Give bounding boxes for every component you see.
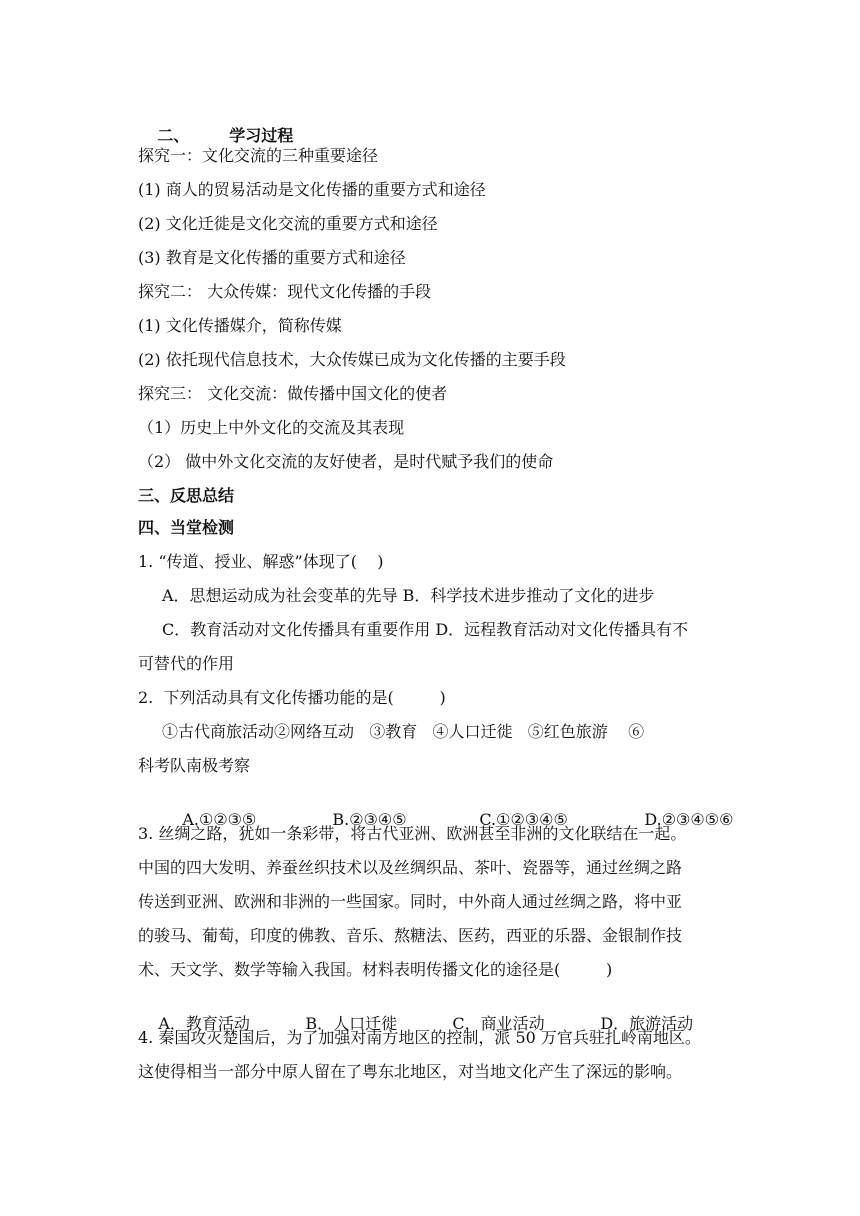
question-3-line: 的骏马、葡萄，印度的佛教、音乐、熬糖法、医药，西亚的乐器、金银制作技 xyxy=(138,926,683,945)
question-1-options-cd: C．教育活动对文化传播具有重要作用 D．远程教育活动对文化传播具有不 xyxy=(162,620,689,639)
inquiry-3-item: （2） 做中外文化交流的友好使者，是时代赋予我们的使命 xyxy=(138,452,554,471)
option-c: C.①②③④⑤ xyxy=(479,810,568,829)
question-2-stem: 2. 下列活动具有文化传播功能的是( ) xyxy=(138,688,446,707)
inquiry-2-heading: 探究二： 大众传媒：现代文化传播的手段 xyxy=(138,282,432,301)
inquiry-1-item: (2) 文化迁徙是文化交流的重要方式和途径 xyxy=(138,214,438,233)
inquiry-1-heading: 探究一：文化交流的三种重要途径 xyxy=(138,146,379,165)
question-3-line: 传送到亚洲、欧洲和非洲的一些国家。同时，中外商人通过丝绸之路，将中亚 xyxy=(138,892,683,911)
option-c: C．商业活动 xyxy=(452,1014,545,1033)
option-a: A.①②③⑤ xyxy=(182,810,257,829)
inquiry-1-item: (1) 商人的贸易活动是文化传播的重要方式和途径 xyxy=(138,180,486,199)
inquiry-2-item: (2) 依托现代信息技术，大众传媒已成为文化传播的主要手段 xyxy=(138,350,566,369)
question-4-line: 4. 秦国攻灭楚国后，为了加强对南方地区的控制，派 50 万官兵驻扎岭南地区。 xyxy=(138,1028,701,1047)
question-3-line: 3. 丝绸之路，犹如一条彩带，将古代亚洲、欧洲甚至非洲的文化联结在一起。 xyxy=(138,824,687,843)
option-b: B.②③④⑤ xyxy=(332,810,407,829)
option-a: A．教育活动 xyxy=(158,1014,250,1033)
section-number: 二、 xyxy=(157,126,190,145)
inquiry-3-item: （1）历史上中外文化的交流及其表现 xyxy=(138,418,405,437)
question-2-items-cont: 科考队南极考察 xyxy=(138,756,251,775)
question-1-options-cd-cont: 可替代的作用 xyxy=(138,654,235,673)
question-3-line: 中国的四大发明、养蚕丝织技术以及丝绸织品、茶叶、瓷器等，通过丝绸之路 xyxy=(138,858,683,877)
question-4-line: 这使得相当一部分中原人留在了粤东北地区，对当地文化产生了深远的影响。 xyxy=(138,1062,683,1081)
question-2-items: ①古代商旅活动②网络互动 ③教育 ④人口迁徙 ⑤红色旅游 ⑥ xyxy=(162,722,645,741)
question-3-line: 术、天文学、数学等输入我国。材料表明传播文化的途径是( ) xyxy=(138,960,613,979)
section-heading-3: 三、反思总结 xyxy=(138,486,235,505)
section-title: 学习过程 xyxy=(229,126,294,145)
inquiry-3-heading: 探究三： 文化交流：做传播中国文化的使者 xyxy=(138,384,448,403)
inquiry-2-item: (1) 文化传播媒介，简称传媒 xyxy=(138,316,342,335)
question-1-stem: 1. “传道、授业、解惑”体现了( ) xyxy=(138,552,384,571)
section-heading-4: 四、当堂检测 xyxy=(138,518,235,537)
option-d: D.②③④⑤⑥ xyxy=(644,810,734,829)
option-b: B．人口迁徙 xyxy=(305,1014,398,1033)
option-d: D．旅游活动 xyxy=(600,1014,694,1033)
inquiry-1-item: (3) 教育是文化传播的重要方式和途径 xyxy=(138,248,406,267)
question-1-options-ab: A．思想运动成为社会变革的先导 B．科学技术进步推动了文化的进步 xyxy=(162,586,655,605)
